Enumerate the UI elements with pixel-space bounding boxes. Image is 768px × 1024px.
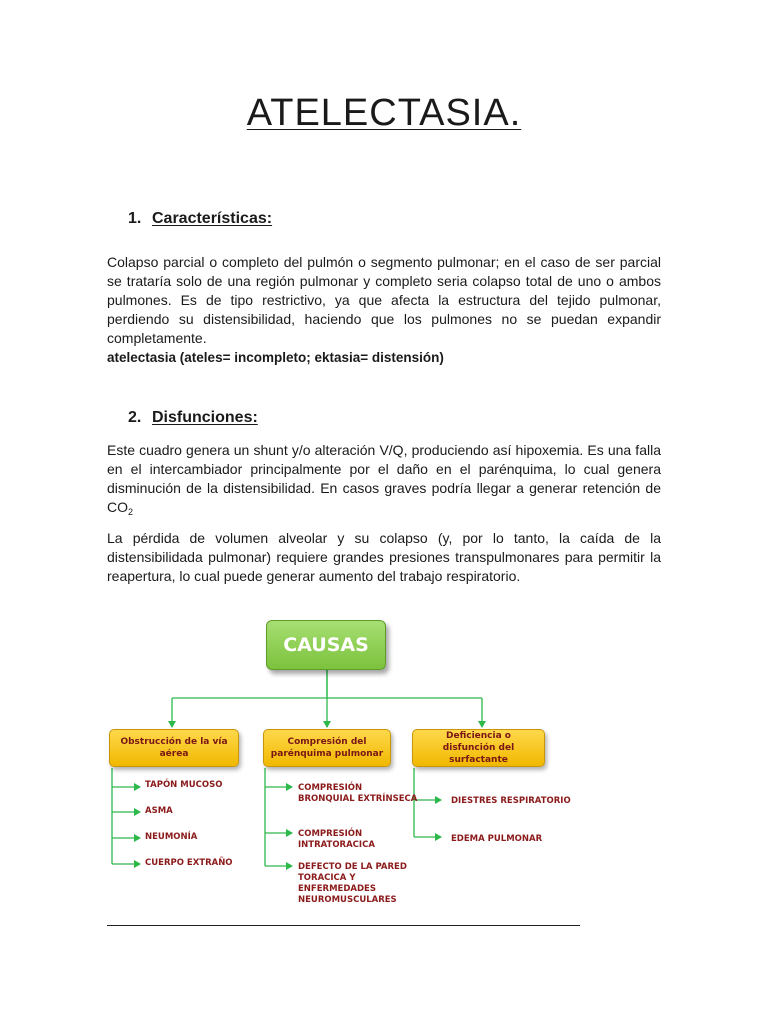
section-number: 1. <box>128 210 142 227</box>
cause-item: TAPÓN MUCOSO <box>145 780 223 790</box>
cause-item: ASMA <box>145 806 173 816</box>
cause-item: DEFECTO DE LA PARED TORACICA Y ENFERMEDADES NEUROMUSCULARES <box>298 862 407 905</box>
section-heading-disfunciones <box>128 409 258 427</box>
definition-line: atelectasia (ateles= incompleto; ektasia= distensión) <box>107 350 444 365</box>
section-heading-label: Disfunciones: <box>152 409 258 426</box>
category-box-surfactante: Deficiencia o disfunción del surfactante <box>412 729 545 767</box>
cause-item: NEUMONÍA <box>145 832 198 842</box>
page-title: ATELECTASIA. <box>246 92 522 134</box>
caracteristicas-paragraph: Colapso parcial o completo del pulmón o segmento pulmonar; en el caso de ser parcial se trataría solo de una región pulmonar y completo seria colapso total de uno o ambos pulmones. Es de tipo restrictivo, ya que afecta la estructura del tejido pulmonar, perdiendo su distensibilidad, haciendo que los pulmones no se puedan expandir completamente. <box>107 254 661 346</box>
category-box-compresion: Compresión del parénquima pulmonar <box>263 729 391 767</box>
paragraph-text: Este cuadro genera un shunt y/o alteración V/Q, produciendo así hipoxemia. Es una falla en el intercambiador principalmente por el daño en el parénquima, lo cual genera disminución de la distensibilidad. En casos graves podría llegar a generar retención de CO <box>107 442 661 515</box>
disfunciones-paragraph-1 <box>107 441 661 522</box>
subscript: 2 <box>128 507 134 517</box>
section-heading-label: Características: <box>152 210 273 227</box>
category-box-obstruccion: Obstrucción de la vía aérea <box>109 729 239 767</box>
cause-item: EDEMA PULMONAR <box>451 834 543 844</box>
cause-item: COMPRESIÓN BRONQUIAL EXTRÍNSECA <box>298 783 418 804</box>
disfunciones-paragraph-2: La pérdida de volumen alveolar y su colapso (y, por lo tanto, la caída de la distensibilidada pulmonar) requiere grandes presiones transpulmonares para permitir la reapertura, lo cual puede generar aumento del trabajo respiratorio. <box>107 530 661 584</box>
cause-item: COMPRESIÓN INTRATORACICA <box>298 829 375 850</box>
footnote-separator-line <box>107 925 580 926</box>
cause-item: CUERPO EXTRAÑO <box>145 858 233 868</box>
section-heading-caracteristicas <box>128 210 272 228</box>
section-number: 2. <box>128 409 142 426</box>
causas-root-box: CAUSAS <box>266 620 386 670</box>
cause-item: DIESTRES RESPIRATORIO <box>451 796 571 806</box>
